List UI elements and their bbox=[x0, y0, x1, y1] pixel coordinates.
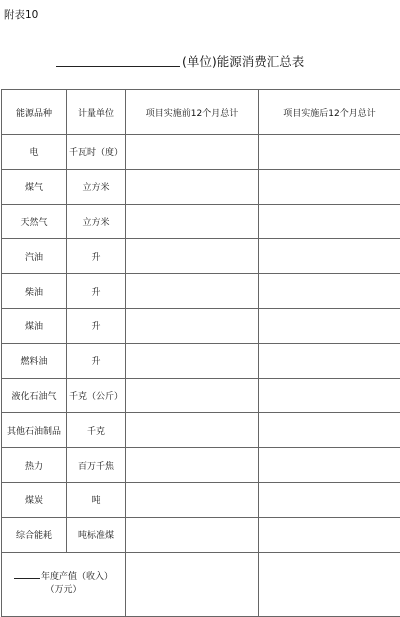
energy-type-cell: 煤炭 bbox=[2, 482, 67, 517]
after-total-cell[interactable] bbox=[259, 343, 400, 378]
after-total-cell[interactable] bbox=[259, 413, 400, 448]
before-total-cell[interactable] bbox=[126, 239, 259, 274]
header-before-total: 项目实施前12个月总计 bbox=[126, 90, 259, 135]
after-total-cell[interactable] bbox=[259, 378, 400, 413]
after-total-cell[interactable] bbox=[259, 135, 400, 170]
before-total-cell[interactable] bbox=[126, 169, 259, 204]
unit-cell: 千瓦时（度） bbox=[67, 135, 126, 170]
after-total-cell[interactable] bbox=[259, 169, 400, 204]
year-blank[interactable] bbox=[14, 578, 40, 579]
annual-output-label-line1: 年度产值（收入） bbox=[41, 572, 113, 582]
after-total-cell[interactable] bbox=[259, 274, 400, 309]
before-total-cell[interactable] bbox=[126, 204, 259, 239]
energy-type-cell: 其他石油制品 bbox=[2, 413, 67, 448]
table-row bbox=[2, 274, 400, 309]
energy-type-cell: 柴油 bbox=[2, 274, 67, 309]
unit-cell: 吨 bbox=[67, 482, 126, 517]
unit-cell: 千克（公斤） bbox=[67, 378, 126, 413]
annual-output-after-cell[interactable] bbox=[259, 552, 400, 616]
after-total-cell[interactable] bbox=[259, 448, 400, 483]
energy-type-cell: 电 bbox=[2, 135, 67, 170]
before-total-cell[interactable] bbox=[126, 274, 259, 309]
table-row bbox=[2, 169, 400, 204]
table-row bbox=[2, 204, 400, 239]
energy-type-cell: 热力 bbox=[2, 448, 67, 483]
table-row bbox=[2, 482, 400, 517]
table-row bbox=[2, 135, 400, 170]
after-total-cell[interactable] bbox=[259, 239, 400, 274]
before-total-cell[interactable] bbox=[126, 482, 259, 517]
energy-type-cell: 煤油 bbox=[2, 308, 67, 343]
after-total-cell[interactable] bbox=[259, 517, 400, 552]
annual-output-label bbox=[2, 552, 126, 616]
unit-name-blank[interactable] bbox=[56, 66, 180, 67]
table-row bbox=[2, 413, 400, 448]
unit-cell: 立方米 bbox=[67, 204, 126, 239]
unit-cell: 升 bbox=[67, 308, 126, 343]
annual-output-before-cell[interactable] bbox=[126, 552, 259, 616]
before-total-cell[interactable] bbox=[126, 448, 259, 483]
header-unit: 计量单位 bbox=[67, 90, 126, 135]
unit-cell: 千克 bbox=[67, 413, 126, 448]
energy-type-cell: 液化石油气 bbox=[2, 378, 67, 413]
header-energy-type: 能源品种 bbox=[2, 90, 67, 135]
table-row bbox=[2, 343, 400, 378]
before-total-cell[interactable] bbox=[126, 135, 259, 170]
energy-type-cell: 燃料油 bbox=[2, 343, 67, 378]
before-total-cell[interactable] bbox=[126, 517, 259, 552]
after-total-cell[interactable] bbox=[259, 204, 400, 239]
before-total-cell[interactable] bbox=[126, 413, 259, 448]
energy-type-cell: 综合能耗 bbox=[2, 517, 67, 552]
energy-type-cell: 天然气 bbox=[2, 204, 67, 239]
table-row bbox=[2, 378, 400, 413]
unit-cell: 百万千焦 bbox=[67, 448, 126, 483]
table-row bbox=[2, 517, 400, 552]
appendix-label: 附表10 bbox=[4, 7, 38, 22]
before-total-cell[interactable] bbox=[126, 343, 259, 378]
annual-output-label-line2: （万元） bbox=[2, 584, 125, 597]
form-title-text: (单位)能源消费汇总表 bbox=[182, 52, 304, 70]
energy-consumption-table bbox=[1, 89, 400, 617]
header-after-total: 项目实施后12个月总计 bbox=[259, 90, 400, 135]
after-total-cell[interactable] bbox=[259, 308, 400, 343]
table-row bbox=[2, 448, 400, 483]
unit-cell: 升 bbox=[67, 274, 126, 309]
unit-cell: 立方米 bbox=[67, 169, 126, 204]
energy-type-cell: 汽油 bbox=[2, 239, 67, 274]
table-header-row bbox=[2, 90, 400, 135]
unit-cell: 升 bbox=[67, 343, 126, 378]
after-total-cell[interactable] bbox=[259, 482, 400, 517]
table-row bbox=[2, 239, 400, 274]
table-row bbox=[2, 308, 400, 343]
annual-output-row bbox=[2, 552, 400, 616]
unit-cell: 吨标准煤 bbox=[67, 517, 126, 552]
before-total-cell[interactable] bbox=[126, 378, 259, 413]
unit-cell: 升 bbox=[67, 239, 126, 274]
energy-type-cell: 煤气 bbox=[2, 169, 67, 204]
before-total-cell[interactable] bbox=[126, 308, 259, 343]
form-title bbox=[0, 52, 400, 70]
